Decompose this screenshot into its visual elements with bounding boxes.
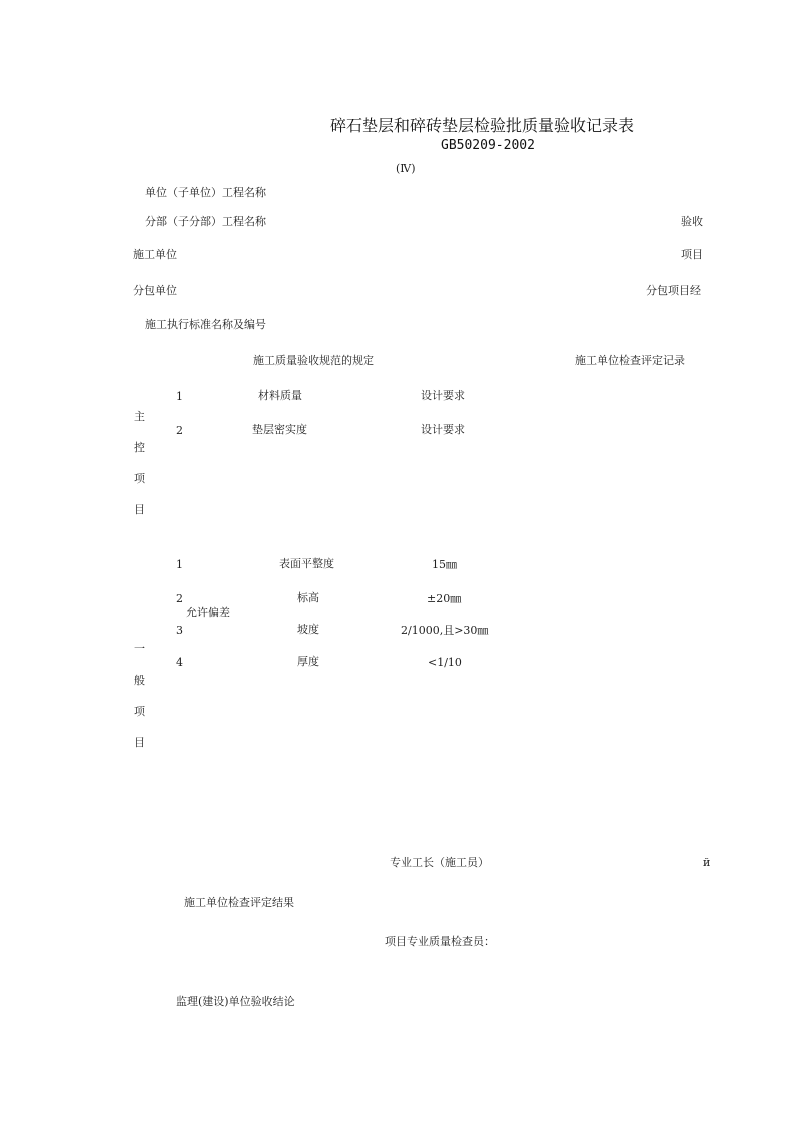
general-item-no: 2 xyxy=(176,592,183,605)
page-title: 碎石垫层和碎砖垫层检验批质量验收记录表 xyxy=(330,116,635,135)
standard-name-label: 施工执行标准名称及编号 xyxy=(145,318,266,331)
main-control-char: 目 xyxy=(134,503,145,516)
foreman-trailing: й xyxy=(703,856,711,869)
general-item-name: 标高 xyxy=(297,591,319,604)
general-item-no: 4 xyxy=(176,656,183,669)
deviation-label: 允许偏差 xyxy=(186,606,230,619)
main-item-req: 设计要求 xyxy=(421,423,465,436)
project-manager-label: 项目 xyxy=(681,248,703,261)
general-item-name: 厚度 xyxy=(297,655,319,668)
foreman-label: 专业工长（施工员） xyxy=(390,856,489,869)
result-label: 施工单位检查评定结果 xyxy=(184,896,294,909)
general-item-req: 15㎜ xyxy=(432,558,457,571)
construction-unit-label: 施工单位 xyxy=(133,248,177,261)
main-item-req: 设计要求 xyxy=(421,389,465,402)
general-item-name: 表面平整度 xyxy=(279,557,334,570)
sub-project-label: 分部（子分部）工程名称 xyxy=(145,215,266,228)
unit-project-label: 单位（子单位）工程名称 xyxy=(145,186,266,199)
main-item-no: 1 xyxy=(176,390,183,403)
sub-manager-label: 分包项目经 xyxy=(646,284,701,297)
section-number: (Ⅳ) xyxy=(396,162,416,175)
standard-code: GB50209-2002 xyxy=(441,138,535,153)
spec-header: 施工质量验收规范的规定 xyxy=(253,354,374,367)
record-header: 施工单位检查评定记录 xyxy=(575,354,685,367)
main-control-char: 主 xyxy=(134,410,145,423)
general-char: 般 xyxy=(134,674,145,687)
general-item-req: 2/1000,且>30㎜ xyxy=(401,624,489,637)
main-item-no: 2 xyxy=(176,424,183,437)
acceptance-part-label: 验收 xyxy=(681,215,703,228)
general-char: 一 xyxy=(134,642,145,655)
general-item-req: ±20㎜ xyxy=(427,592,462,605)
inspector-label: 项目专业质量检查员： xyxy=(385,935,495,948)
general-char: 目 xyxy=(134,736,145,749)
general-item-no: 1 xyxy=(176,558,183,571)
supervision-label: 监理(建设)单位验收结论 xyxy=(176,995,295,1008)
general-char: 项 xyxy=(134,705,145,718)
main-control-label xyxy=(134,411,148,521)
subcontractor-label: 分包单位 xyxy=(133,284,177,297)
main-item-name: 材料质量 xyxy=(258,389,302,402)
general-item-no: 3 xyxy=(176,624,183,637)
main-control-char: 控 xyxy=(134,441,145,454)
main-item-name: 垫层密实度 xyxy=(252,423,307,436)
main-control-char: 项 xyxy=(134,472,145,485)
general-item-name: 坡度 xyxy=(297,623,319,636)
general-item-req: <1/10 xyxy=(428,656,462,669)
general-label xyxy=(134,643,148,753)
